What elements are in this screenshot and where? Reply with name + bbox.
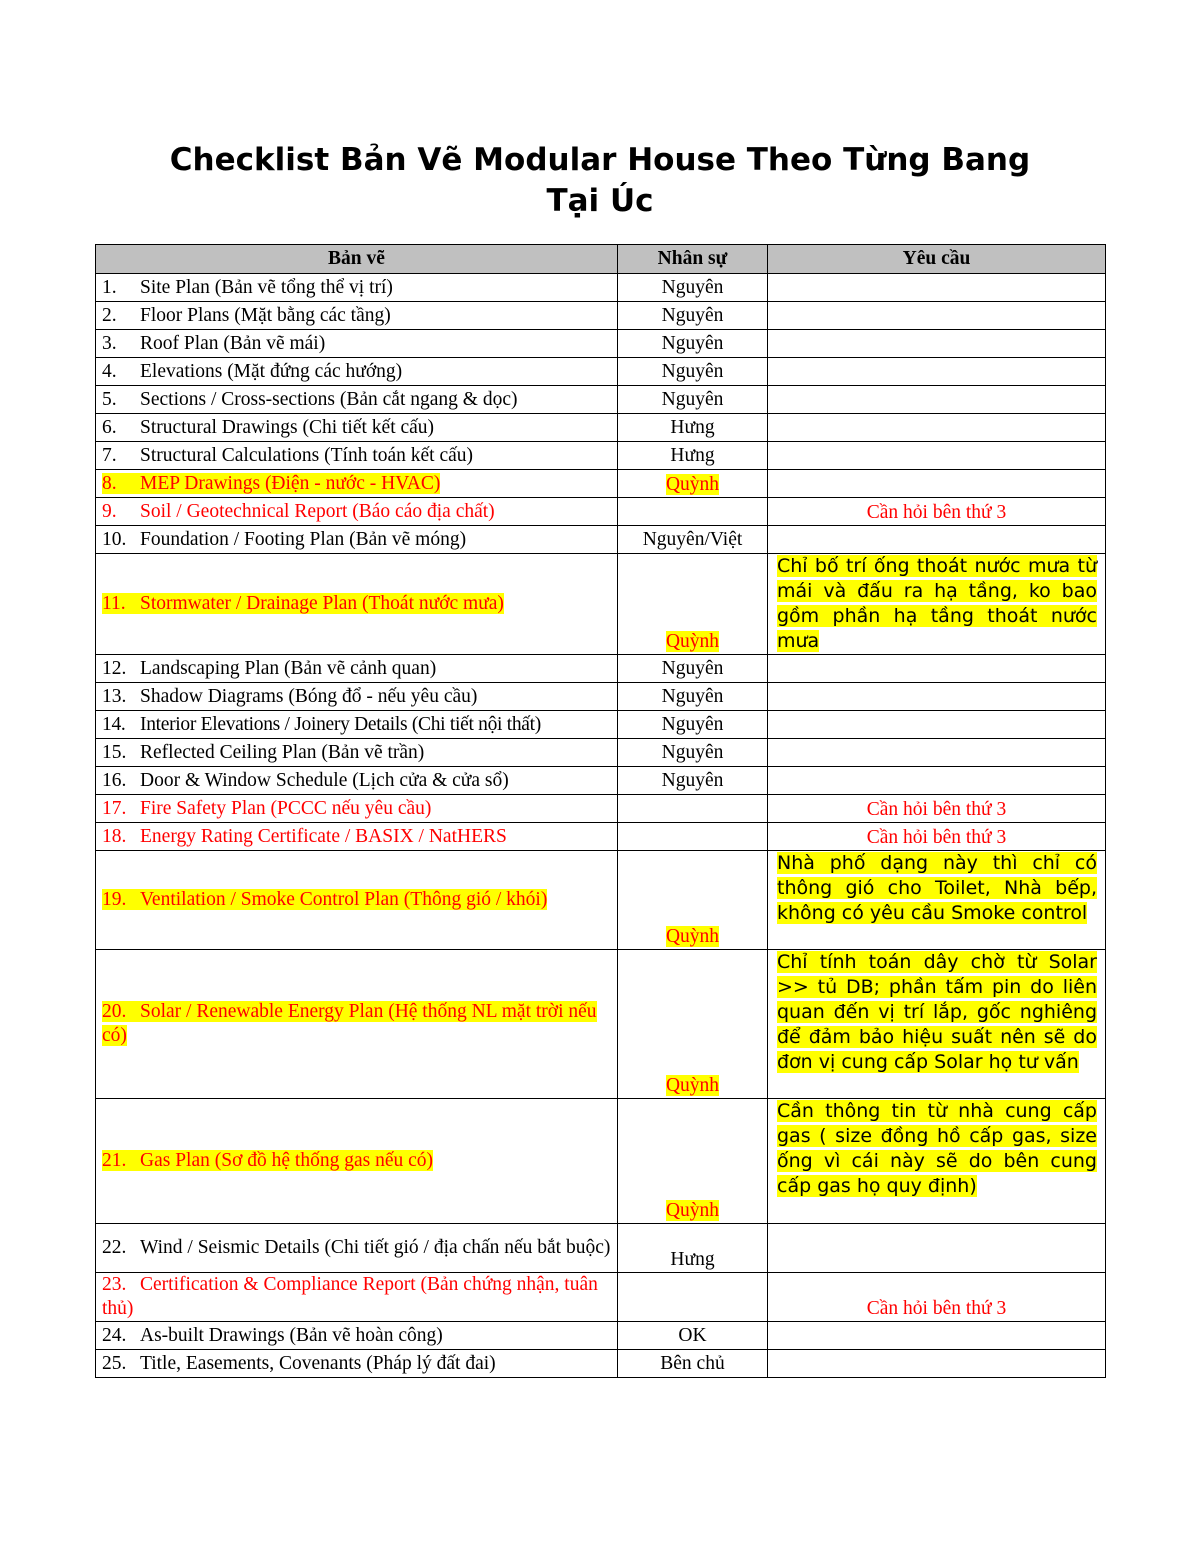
staff-cell [618,795,768,823]
staff-cell: Quỳnh [618,851,768,950]
drawing-cell: 10. Foundation / Footing Plan (Bản vẽ móng) [96,526,618,554]
drawing-cell: 11. Stormwater / Drainage Plan (Thoát nước mưa) [96,554,618,655]
header-drawing: Bản vẽ [96,245,618,274]
drawing-cell: 8. MEP Drawings (Điện - nước - HVAC) [96,470,618,498]
staff-cell: Nguyên [618,711,768,739]
table-row [96,683,1106,711]
drawing-cell: 9. Soil / Geotechnical Report (Báo cáo địa chất) [96,498,618,526]
requirement-cell: Nhà phố dạng này thì chỉ có thông gió cho Toilet, Nhà bếp, không có yêu cầu Smoke control [768,851,1106,950]
requirement-cell [768,358,1106,386]
drawing-cell: 21. Gas Plan (Sơ đồ hệ thống gas nếu có) [96,1099,618,1224]
drawing-cell: 7. Structural Calculations (Tính toán kết cấu) [96,442,618,470]
drawing-cell: 16. Door & Window Schedule (Lịch cửa & cửa sổ) [96,767,618,795]
drawing-cell: 5. Sections / Cross-sections (Bản cắt ngang & dọc) [96,386,618,414]
table-row [96,442,1106,470]
requirement-cell [768,739,1106,767]
staff-cell: Nguyên [618,739,768,767]
staff-cell: Hưng [618,1224,768,1273]
header-staff: Nhân sự [618,245,768,274]
staff-cell: Quỳnh [618,470,768,498]
staff-cell: Hưng [618,414,768,442]
table-row [96,330,1106,358]
staff-cell: Nguyên [618,386,768,414]
table-row [96,498,1106,526]
staff-cell: Quỳnh [618,950,768,1099]
table-row [96,767,1106,795]
table-row [96,274,1106,302]
staff-cell: Quỳnh [618,554,768,655]
staff-cell: Nguyên [618,330,768,358]
staff-cell: Nguyên [618,358,768,386]
drawing-cell: 25. Title, Easements, Covenants (Pháp lý đất đai) [96,1350,618,1378]
staff-cell [618,823,768,851]
requirement-cell [768,330,1106,358]
requirement-cell [768,711,1106,739]
staff-cell: Hưng [618,442,768,470]
drawing-cell: 20. Solar / Renewable Energy Plan (Hệ thống NL mặt trời nếu có) [96,950,618,1099]
header-requirement: Yêu cầu [768,245,1106,274]
staff-cell: Nguyên/Việt [618,526,768,554]
staff-cell: Nguyên [618,302,768,330]
staff-cell: Quỳnh [618,1099,768,1224]
drawing-cell: 12. Landscaping Plan (Bản vẽ cảnh quan) [96,655,618,683]
table-row [96,1224,1106,1273]
table-row [96,386,1106,414]
staff-cell: OK [618,1322,768,1350]
requirement-cell: Cần hỏi bên thứ 3 [768,823,1106,851]
drawing-cell: 22. Wind / Seismic Details (Chi tiết gió / địa chấn nếu bắt buộc) [96,1224,618,1273]
staff-cell [618,498,768,526]
table-row [96,358,1106,386]
table-row [96,302,1106,330]
drawing-cell: 23. Certification & Compliance Report (Bản chứng nhận, tuân thủ) [96,1273,618,1322]
table-row [96,470,1106,498]
table-row [96,526,1106,554]
requirement-cell: Cần thông tin từ nhà cung cấp gas ( size đồng hồ cấp gas, size ống vì cái này sẽ do bên cung cấp gas họ quy định) [768,1099,1106,1224]
requirement-cell [768,1224,1106,1273]
requirement-cell [768,1322,1106,1350]
requirement-cell [768,386,1106,414]
drawing-cell: 2. Floor Plans (Mặt bằng các tầng) [96,302,618,330]
requirement-cell [768,274,1106,302]
table-row [96,1350,1106,1378]
table-row [96,823,1106,851]
drawing-cell: 15. Reflected Ceiling Plan (Bản vẽ trần) [96,739,618,767]
requirement-cell [768,414,1106,442]
table-row [96,1322,1106,1350]
drawing-cell: 18. Energy Rating Certificate / BASIX / NatHERS [96,823,618,851]
table-row [96,950,1106,1099]
requirement-cell: Cần hỏi bên thứ 3 [768,498,1106,526]
document-title [0,140,1200,222]
requirement-cell [768,655,1106,683]
table-row [96,795,1106,823]
staff-cell: Nguyên [618,683,768,711]
requirement-cell: Chỉ tính toán dây chờ từ Solar >> tủ DB; phần tấm pin do liên quan đến vị trí lắp, gốc nghiêng để đảm bảo hiệu suất nên sẽ do đơn vị cung cấp Solar họ tư vấn [768,950,1106,1099]
requirement-cell [768,470,1106,498]
requirement-cell: Chỉ bố trí ống thoát nước mưa từ mái và đấu ra hạ tầng, ko bao gồm phần hạ tầng thoát nước mưa [768,554,1106,655]
table-row [96,711,1106,739]
table-row [96,739,1106,767]
title-line-1: Checklist Bản Vẽ Modular House Theo Từng Bang [169,142,1031,178]
drawing-cell: 24. As-built Drawings (Bản vẽ hoàn công) [96,1322,618,1350]
drawing-cell: 19. Ventilation / Smoke Control Plan (Thông gió / khói) [96,851,618,950]
table-row [96,1273,1106,1322]
drawing-cell: 1. Site Plan (Bản vẽ tổng thể vị trí) [96,274,618,302]
requirement-cell [768,442,1106,470]
requirement-cell [768,767,1106,795]
drawing-cell: 13. Shadow Diagrams (Bóng đổ - nếu yêu cầu) [96,683,618,711]
requirement-cell [768,302,1106,330]
requirement-cell: Cần hỏi bên thứ 3 [768,795,1106,823]
drawing-cell: 6. Structural Drawings (Chi tiết kết cấu) [96,414,618,442]
staff-cell [618,1273,768,1322]
table-row [96,1099,1106,1224]
staff-cell: Nguyên [618,655,768,683]
drawing-cell: 17. Fire Safety Plan (PCCC nếu yêu cầu) [96,795,618,823]
requirement-cell [768,683,1106,711]
requirement-cell: Cần hỏi bên thứ 3 [768,1273,1106,1322]
drawing-cell: 3. Roof Plan (Bản vẽ mái) [96,330,618,358]
requirement-cell [768,1350,1106,1378]
table-row [96,851,1106,950]
title-line-2: Tại Úc [546,183,654,219]
requirement-cell [768,526,1106,554]
checklist-table [95,244,1106,1378]
table-header-row [96,245,1106,274]
staff-cell: Nguyên [618,274,768,302]
staff-cell: Bên chủ [618,1350,768,1378]
table-row [96,414,1106,442]
drawing-cell: 4. Elevations (Mặt đứng các hướng) [96,358,618,386]
staff-cell: Nguyên [618,767,768,795]
drawing-cell: 14. Interior Elevations / Joinery Details (Chi tiết nội thất) [96,711,618,739]
table-row [96,655,1106,683]
table-row [96,554,1106,655]
